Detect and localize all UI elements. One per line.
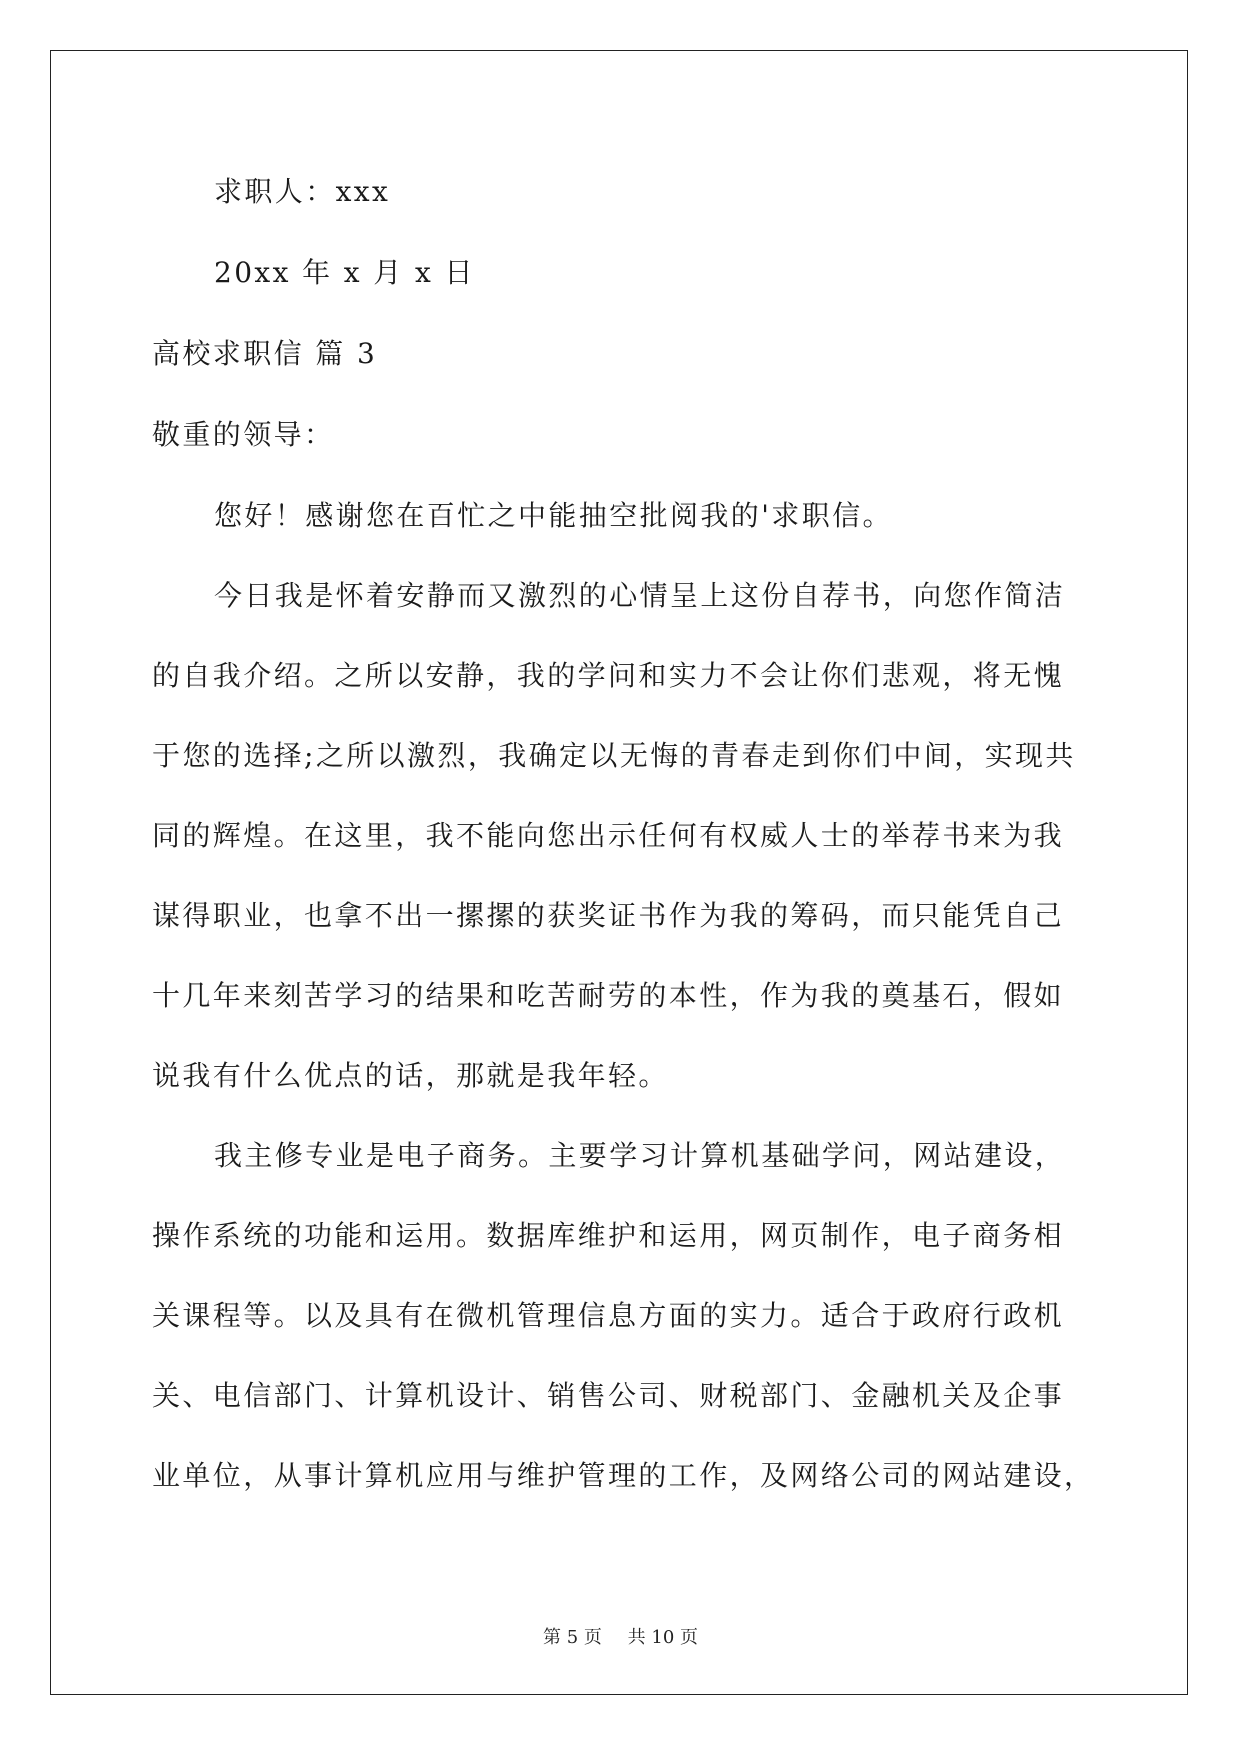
paragraph-line: 同的辉煌。在这里，我不能向您出示任何有权威人士的举荐书来为我: [152, 819, 1065, 852]
page-border: [50, 50, 1188, 1695]
paragraph-line: 今日我是怀着安静而又激烈的心情呈上这份自荐书，向您作简洁: [214, 579, 1066, 612]
page-total: 共 10 页: [627, 1627, 698, 1648]
salutation: 敬重的领导：: [152, 418, 335, 451]
paragraph-line: 于您的选择;之所以激烈，我确定以无悔的青春走到你们中间，实现共: [152, 739, 1076, 772]
paragraph-line: 操作系统的功能和运用。数据库维护和运用，网页制作，电子商务相: [152, 1219, 1065, 1252]
paragraph-line: 谋得职业，也拿不出一摞摞的获奖证书作为我的筹码，而只能凭自己: [152, 899, 1065, 932]
paragraph-line: 您好！感谢您在百忙之中能抽空批阅我的'求职信。: [214, 499, 893, 532]
signature-line: 求职人：xxx: [214, 175, 391, 208]
date-line: 20xx 年 x 月 x 日: [214, 256, 475, 289]
page-current: 第 5 页: [543, 1627, 602, 1648]
section-title: 高校求职信 篇 3: [152, 337, 378, 370]
paragraph-line: 关、电信部门、计算机设计、销售公司、财税部门、金融机关及企事: [152, 1379, 1065, 1412]
paragraph-line: 业单位，从事计算机应用与维护管理的工作，及网络公司的网站建设，: [152, 1459, 1095, 1492]
paragraph-line: 说我有什么优点的话，那就是我年轻。: [152, 1059, 669, 1092]
paragraph-line: 十几年来刻苦学习的结果和吃苦耐劳的本性，作为我的奠基石，假如: [152, 979, 1065, 1012]
page-footer: [0, 1626, 1241, 1650]
paragraph-line: 的自我介绍。之所以安静，我的学问和实力不会让你们悲观，将无愧: [152, 659, 1065, 692]
paragraph-line: 关课程等。以及具有在微机管理信息方面的实力。适合于政府行政机: [152, 1299, 1065, 1332]
paragraph-line: 我主修专业是电子商务。主要学习计算机基础学问，网站建设，: [214, 1139, 1066, 1172]
